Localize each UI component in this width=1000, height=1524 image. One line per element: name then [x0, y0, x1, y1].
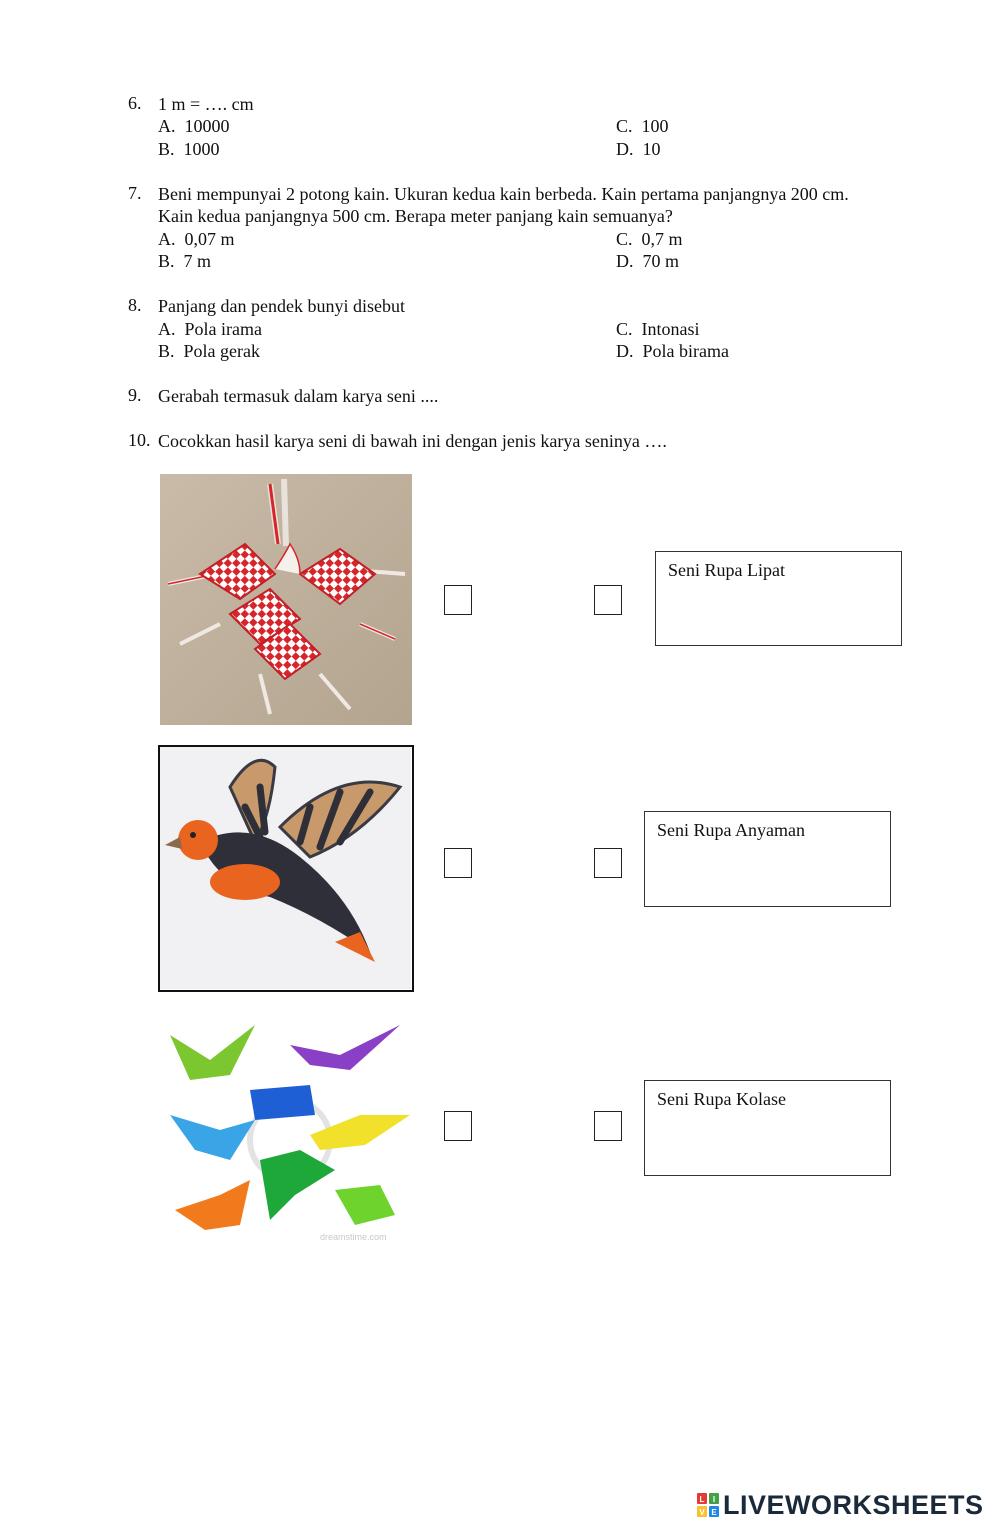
liveworksheets-logo[interactable]	[697, 1490, 984, 1520]
option-c	[616, 115, 669, 137]
right-match-checkbox-2[interactable]	[594, 848, 622, 878]
option-text: 1000	[183, 139, 220, 159]
answer-label: Seni Rupa Kolase	[657, 1089, 786, 1109]
option-text: Pola birama	[642, 341, 729, 361]
logo-letter: L	[699, 1495, 705, 1504]
option-letter: A.	[158, 229, 176, 249]
option-b	[158, 138, 220, 160]
option-d	[616, 250, 679, 272]
option-b	[158, 250, 211, 272]
option-letter: C.	[616, 229, 633, 249]
option-letter: B.	[158, 139, 175, 159]
option-d	[616, 138, 661, 160]
option-text: 0,7 m	[641, 229, 683, 249]
option-c	[616, 228, 683, 250]
option-text: Pola irama	[184, 319, 262, 339]
logo-letter: I	[712, 1495, 716, 1504]
option-text: 100	[641, 116, 669, 136]
woven-ketupat-illustration	[160, 474, 412, 725]
origami-animals-illustration	[160, 1020, 415, 1245]
question-number: 8.	[128, 295, 142, 315]
right-match-checkbox-3[interactable]	[594, 1111, 622, 1141]
option-text: 70 m	[642, 251, 680, 271]
answer-box-3	[644, 1080, 891, 1176]
option-a	[158, 115, 230, 137]
question-text: Kain kedua panjangnya 500 cm. Berapa meter panjang kain semuanya?	[158, 206, 673, 226]
option-letter: C.	[616, 319, 633, 339]
logo-tiles-icon	[697, 1493, 719, 1517]
left-match-checkbox-1[interactable]	[444, 585, 472, 615]
question-number: 9.	[128, 385, 142, 405]
option-text: 10	[642, 139, 661, 159]
option-text: Pola gerak	[183, 341, 260, 361]
option-b	[158, 340, 260, 362]
option-d	[616, 340, 729, 362]
question-text: Beni mempunyai 2 potong kain. Ukuran kedua kain berbeda. Kain pertama panjangnya 200 cm.	[158, 184, 849, 204]
question-number: 6.	[128, 93, 142, 113]
option-letter: B.	[158, 251, 175, 271]
logo-letter: V	[699, 1508, 705, 1517]
option-letter: A.	[158, 319, 176, 339]
question-text: 1 m = …. cm	[158, 94, 254, 114]
question-number: 7.	[128, 183, 142, 203]
seed-collage-bird-illustration	[160, 747, 411, 989]
question-text: Panjang dan pendek bunyi disebut	[158, 296, 405, 316]
option-text: 7 m	[183, 251, 212, 271]
woven-ketupat-image	[160, 474, 412, 725]
option-text: 0,07 m	[184, 229, 235, 249]
watermark-text: dreamstime.com	[320, 1232, 387, 1242]
left-match-checkbox-3[interactable]	[444, 1111, 472, 1141]
option-letter: C.	[616, 116, 633, 136]
logo-letter: E	[711, 1508, 717, 1517]
option-letter: D.	[616, 139, 634, 159]
answer-box-2	[644, 811, 891, 907]
option-letter: B.	[158, 341, 175, 361]
option-c	[616, 318, 700, 340]
right-match-checkbox-1[interactable]	[594, 585, 622, 615]
brand-name: LIVEWORKSHEETS	[723, 1489, 984, 1520]
question-text: Gerabah termasuk dalam karya seni ....	[158, 386, 439, 406]
option-text: 10000	[184, 116, 230, 136]
answer-label: Seni Rupa Lipat	[668, 560, 785, 580]
question-number: 10.	[128, 430, 151, 450]
option-letter: D.	[616, 341, 634, 361]
option-letter: A.	[158, 116, 176, 136]
question-text: Cocokkan hasil karya seni di bawah ini dengan jenis karya seninya ….	[158, 431, 667, 451]
option-letter: D.	[616, 251, 634, 271]
seed-collage-bird-image	[158, 745, 414, 992]
option-a	[158, 228, 235, 250]
answer-label: Seni Rupa Anyaman	[657, 820, 805, 840]
answer-box-1	[655, 551, 902, 646]
option-text: Intonasi	[641, 319, 700, 339]
left-match-checkbox-2[interactable]	[444, 848, 472, 878]
option-a	[158, 318, 262, 340]
origami-animals-image	[160, 1020, 415, 1245]
